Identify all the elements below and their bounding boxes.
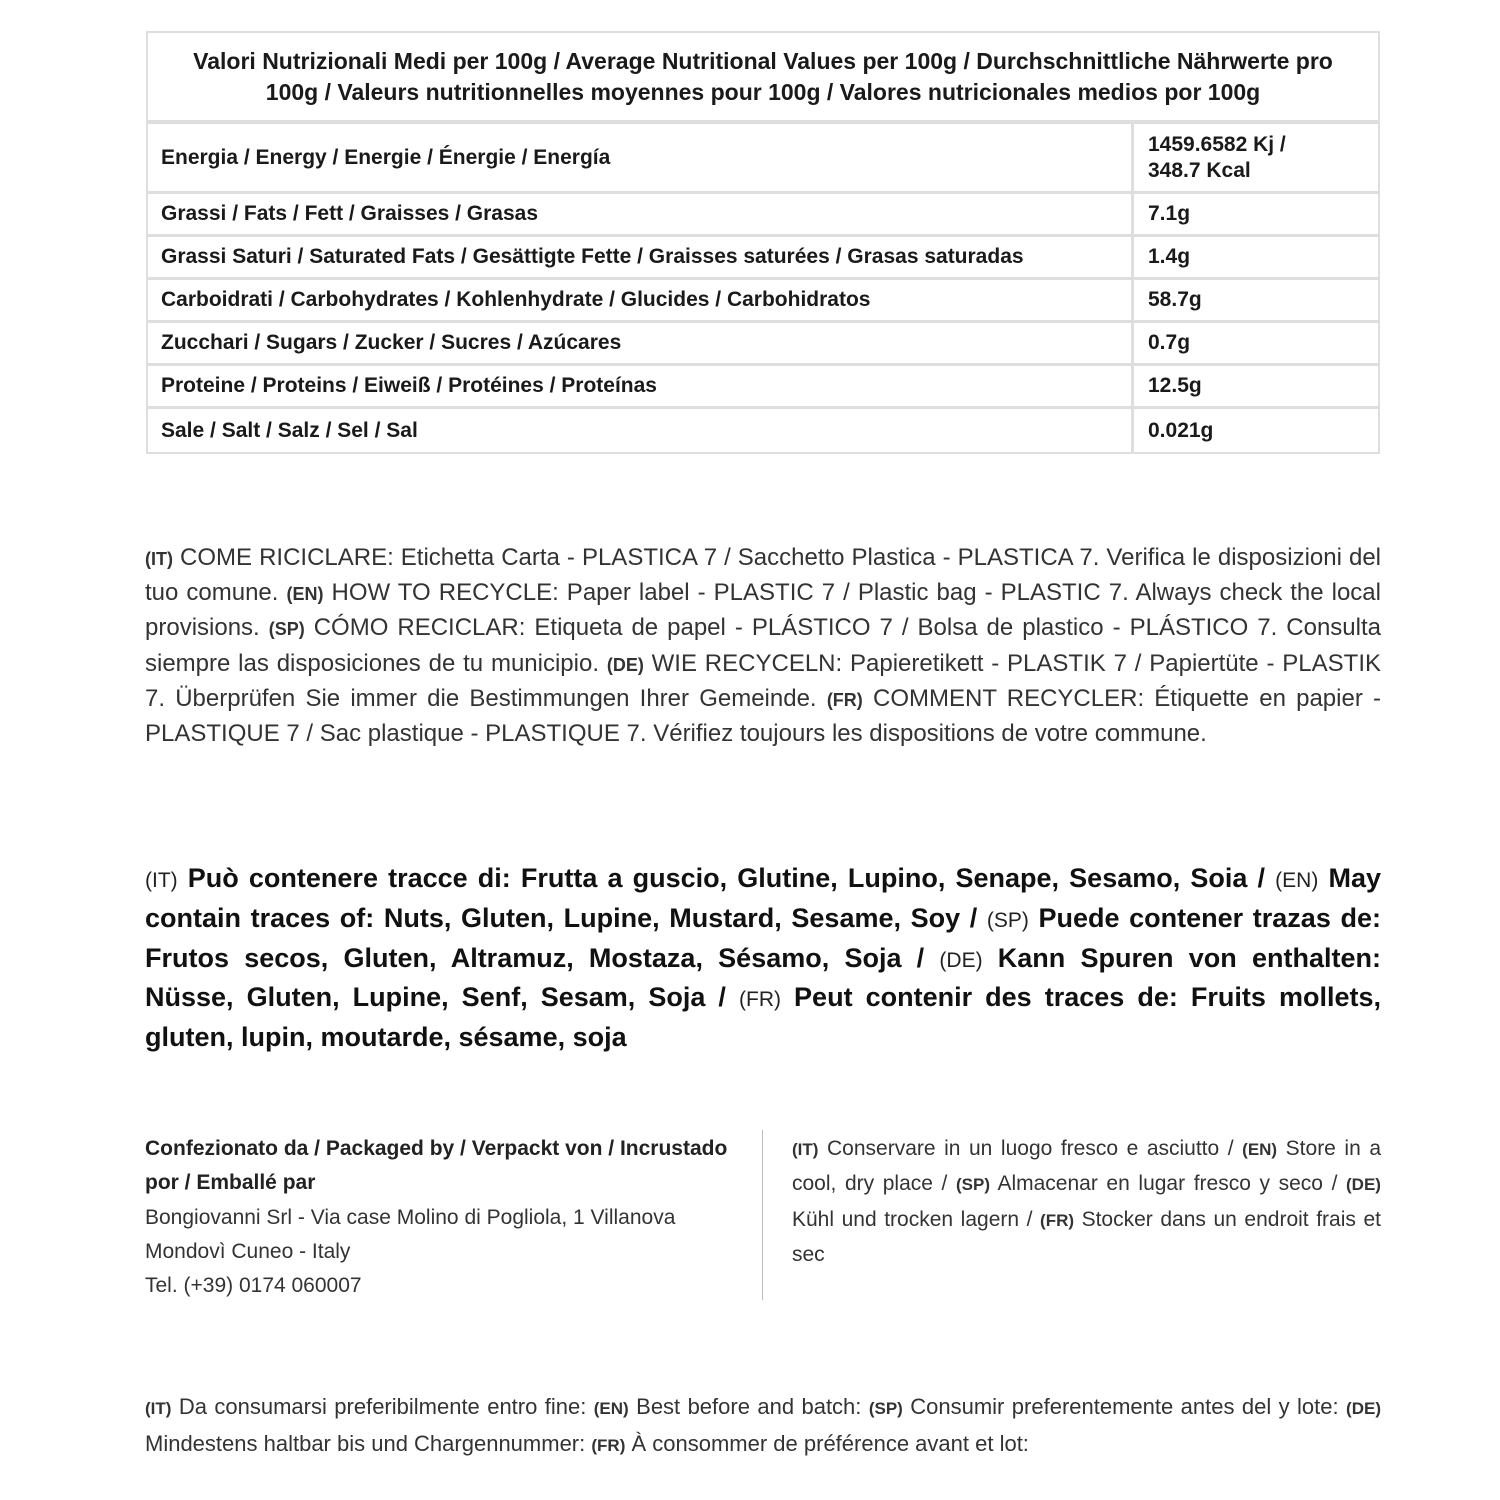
- lang-tag: (SP): [868, 1399, 903, 1418]
- allergen-text: Puede contener trazas de: Frutos secos, Gluten, Altramuz, Mostaza, Sésamo, Soja /: [145, 902, 1381, 973]
- storage-text: Kühl und trocken lagern /: [792, 1207, 1033, 1231]
- nutrient-value: 58.7g: [1148, 288, 1202, 311]
- lang-tag: (EN): [1275, 869, 1319, 892]
- nutrition-table: [146, 31, 1380, 454]
- nutrient-label: Carboidrati / Carbohydrates / Kohlenhydrate / Glucides / Carbohidratos: [148, 280, 1134, 320]
- storage-text: Store in a cool, dry place /: [792, 1137, 1381, 1196]
- lang-tag: (EN): [286, 584, 324, 605]
- nutrient-value: 0.021g: [1148, 418, 1214, 442]
- allergen-warning: [145, 860, 1381, 1056]
- recycling-text: COME RICICLARE: Etichetta Carta - PLASTICA 7 / Sacchetto Plastica - PLASTICA 7. Verifica le disposizioni del tuo comune.: [145, 544, 1382, 607]
- lang-tag: (DE): [939, 948, 983, 972]
- lang-tag: (IT): [145, 549, 173, 569]
- lang-tag: (DE): [606, 654, 644, 675]
- allergen-text: Peut contenir des traces de: Fruits mollets, gluten, lupin, moutarde, sésame, soja: [145, 982, 1381, 1053]
- lang-tag: (FR): [739, 988, 781, 1012]
- nutrient-label: Grassi / Fats / Fett / Graisses / Grasas: [148, 194, 1134, 234]
- packager-address: Bongiovanni Srl - Via case Molino di Pogliola, 1 Villanova Mondovì Cuneo - Italy: [145, 1205, 676, 1263]
- lang-tag: (DE): [1346, 1399, 1381, 1418]
- lang-tag: (FR): [1040, 1210, 1075, 1230]
- nutrient-value: 12.5g: [1148, 374, 1202, 397]
- allergen-text: Può contenere tracce di: Frutta a guscio, Glutine, Lupino, Senape, Sesamo, Soia /: [187, 863, 1266, 893]
- table-row-sugars: [148, 323, 1378, 366]
- lang-tag: (SP): [956, 1175, 990, 1195]
- table-row-salt: [148, 409, 1378, 452]
- lang-tag: (EN): [1242, 1140, 1278, 1159]
- nutrient-label: Proteine / Proteins / Eiweiß / Protéines / Proteínas: [148, 366, 1134, 406]
- column-divider: [762, 1130, 763, 1300]
- lang-tag: (SP): [986, 908, 1029, 932]
- nutrient-value: 0.7g: [1148, 331, 1191, 354]
- nutrient-value-kcal: 348.7 Kcal: [1148, 158, 1251, 182]
- best-before-text: Consumir preferentemente antes del y lote:: [910, 1394, 1339, 1419]
- table-row-carbohydrates: [148, 280, 1378, 323]
- lang-tag: (IT): [792, 1140, 819, 1159]
- best-before-text: Da consumarsi preferibilmente entro fine:: [178, 1394, 587, 1419]
- storage-text: Conservare in un luogo fresco e asciutto /: [827, 1137, 1234, 1160]
- lang-tag: (IT): [145, 1399, 172, 1418]
- table-row-saturated-fats: [148, 237, 1378, 280]
- table-row-energy: [148, 124, 1378, 194]
- recycling-instructions: [145, 541, 1381, 750]
- packager-title: Confezionato da / Packaged by / Verpackt von / Incrustado por / Emballé par: [145, 1137, 728, 1195]
- lang-tag: (DE): [1346, 1175, 1381, 1195]
- lang-tag: (SP): [268, 619, 305, 640]
- nutrient-label: Energia / Energy / Energie / Énergie / Energía: [148, 124, 1134, 191]
- best-before-info: [145, 1390, 1381, 1463]
- nutrient-value: 7.1g: [1148, 202, 1191, 225]
- storage-instructions: [792, 1132, 1381, 1272]
- table-row-proteins: [148, 366, 1378, 409]
- nutrient-value: 1.4g: [1148, 245, 1191, 268]
- recycling-text: COMMENT RECYCLER: Étiquette en papier - PLASTIQUE 7 / Sac plastique - PLASTIQUE 7. Vérifiez toujours les dispositions de votre commune.: [145, 684, 1382, 748]
- lang-tag: (FR): [826, 689, 863, 710]
- recycling-text: WIE RECYCELN: Papieretikett - PLASTIK 7 / Papiertüte - PLASTIK 7. Überprüfen Sie immer die Bestimmungen Ihrer Gemeinde.: [145, 649, 1381, 712]
- nutrient-value: [1134, 124, 1378, 191]
- allergen-text: May contain traces of: Nuts, Gluten, Lupine, Mustard, Sesame, Soy /: [145, 863, 1381, 933]
- storage-text: Stocker dans un endroit frais et sec: [792, 1207, 1381, 1266]
- best-before-text: Best before and batch:: [636, 1394, 862, 1419]
- storage-text: Almacenar en lugar fresco y seco /: [997, 1172, 1338, 1196]
- best-before-text: À consommer de préférence avant et lot:: [631, 1430, 1029, 1456]
- allergen-text: Kann Spuren von enthalten: Nüsse, Gluten, Lupine, Senf, Sesam, Soja /: [145, 942, 1381, 1013]
- nutrient-label: Sale / Salt / Salz / Sel / Sal: [148, 409, 1134, 452]
- recycling-text: CÓMO RECICLAR: Etiqueta de papel - PLÁSTICO 7 / Bolsa de plastico - PLÁSTICO 7. Consulta siempre las disposiciones de tu municipio.: [145, 614, 1382, 677]
- best-before-text: Mindestens haltbar bis und Chargennummer:: [145, 1430, 586, 1456]
- table-row-fats: [148, 194, 1378, 237]
- nutrient-label: Grassi Saturi / Saturated Fats / Gesättigte Fette / Graisses saturées / Grasas saturadas: [148, 237, 1134, 277]
- lang-tag: (FR): [591, 1435, 626, 1455]
- packager-info: [145, 1132, 735, 1303]
- nutrition-table-header: Valori Nutrizionali Medi per 100g / Average Nutritional Values per 100g / Durchschnittliche Nährwerte pro 100g / Valeurs nutritionnelles moyennes pour 100g / Valores nutricionales medios por 100g: [148, 33, 1378, 124]
- lang-tag: (IT): [145, 869, 178, 892]
- nutrient-value-kj: 1459.6582 Kj /: [1148, 132, 1286, 156]
- lang-tag: (EN): [593, 1399, 629, 1418]
- packager-phone: Tel. (+39) 0174 060007: [145, 1274, 362, 1298]
- nutrient-label: Zucchari / Sugars / Zucker / Sucres / Azúcares: [148, 323, 1134, 363]
- recycling-text: HOW TO RECYCLE: Paper label - PLASTIC 7 / Plastic bag - PLASTIC 7. Always check the local provisions.: [145, 579, 1381, 642]
